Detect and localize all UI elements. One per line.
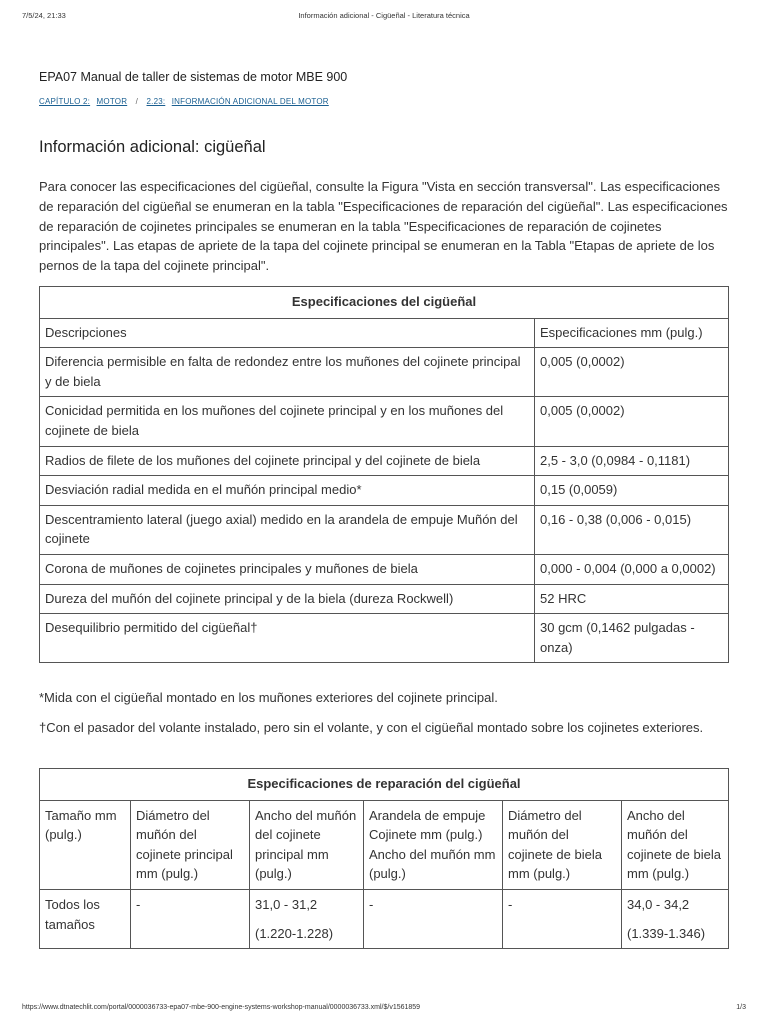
row-description: Desequilibrio permitido del cigüeñal† [40,614,535,663]
cell-main-journal-diameter: - [131,889,250,948]
table-row [40,397,729,446]
row-description: Dureza del muñón del cojinete principal y de la biela (dureza Rockwell) [40,584,535,614]
table-header-row [40,318,729,348]
row-specification: 52 HRC [535,584,729,614]
row-description: Corona de muñones de cojinetes principales y muñones de biela [40,554,535,584]
table-caption: Especificaciones del cigüeñal [40,287,729,319]
breadcrumb-subsection-link[interactable]: INFORMACIÓN ADICIONAL DEL MOTOR [171,97,329,106]
cell-main-journal-width [250,889,364,948]
value-mm: 31,0 - 31,2 [255,896,318,912]
row-description: Radios de filete de los muñones del cojinete principal y del cojinete de biela [40,446,535,476]
value-mm: 34,0 - 34,2 [627,896,690,912]
table-caption: Especificaciones de reparación del cigüeñal [40,769,729,801]
table-row [40,889,729,948]
crankshaft-repair-specifications-table [39,768,729,949]
breadcrumb [39,97,329,106]
row-specification: 0,000 - 0,004 (0,000 a 0,0002) [535,554,729,584]
header-rod-journal-width: Ancho del muñón del cojinete de biela mm (pulg.) [622,800,729,889]
table-row [40,348,729,397]
print-date: 7/5/24, 21:33 [22,11,66,20]
breadcrumb-subsection-number-link[interactable]: 2.23: [146,97,166,106]
print-footer [22,1004,746,1016]
cell-rod-journal-diameter: - [503,889,622,948]
row-specification: 0,16 - 0,38 (0,006 - 0,015) [535,505,729,554]
table-row [40,614,729,663]
row-description: Conicidad permitida en los muñones del cojinete principal y en los muñones del cojinete de biela [40,397,535,446]
breadcrumb-chapter-link[interactable]: CAPÍTULO 2: [39,97,91,106]
header-specifications: Especificaciones mm (pulg.) [535,318,729,348]
intro-paragraph: Para conocer las especificaciones del cigüeñal, consulte la Figura "Vista en sección transversal". Las especificaciones de reparación del cigüeñal se enumeran en la tabla "Especificaciones de reparación del cigüeñal". Las especificaciones de reparación de cojinetes principales se enumeran en la tabla "Especificaciones de reparación de cojinetes principales". Las etapas de apriete de la tapa del cojinete principal se enumeran en la Tabla "Etapas de apriete de los pernos de la tapa del cojinete principal". [39,179,728,274]
cell-rod-journal-width [622,889,729,948]
table-row [40,446,729,476]
header-main-journal-width: Ancho del muñón del cojinete principal mm (pulg.) [250,800,364,889]
header-thrust-washer: Arandela de empuje Cojinete mm (pulg.) Ancho del muñón mm (pulg.) [364,800,503,889]
row-specification: 0,005 (0,0002) [535,348,729,397]
table-row [40,584,729,614]
crankshaft-specifications-table [39,286,729,663]
page-number: 1/3 [736,1004,746,1011]
table-row [40,505,729,554]
cell-thrust-washer: - [364,889,503,948]
value-in: (1.220-1.228) [255,925,334,941]
footnote-asterisk: *Mida con el cigüeñal montado en los muñones exteriores del cojinete principal. [39,690,498,705]
table-row [40,554,729,584]
breadcrumb-section-link[interactable]: MOTOR [96,97,128,106]
header-descriptions: Descripciones [40,318,535,348]
manual-title: EPA07 Manual de taller de sistemas de motor MBE 900 [39,70,348,84]
value-in: (1.339-1.346) [627,925,706,941]
cell-size: Todos los tamaños [40,889,131,948]
header-size: Tamaño mm (pulg.) [40,800,131,889]
row-description: Desviación radial medida en el muñón principal medio* [40,476,535,506]
row-specification: 0,005 (0,0002) [535,397,729,446]
print-header [22,11,746,23]
row-specification: 0,15 (0,0059) [535,476,729,506]
table-header-row [40,800,729,889]
row-description: Diferencia permisible en falta de redondez entre los muñones del cojinete principal y de biela [40,348,535,397]
row-specification: 30 gcm (0,1462 pulgadas - onza) [535,614,729,663]
header-main-journal-diameter: Diámetro del muñón del cojinete principal mm (pulg.) [131,800,250,889]
table-row [40,476,729,506]
footnote-dagger: †Con el pasador del volante instalado, pero sin el volante, y con el cigüeñal montado sobre los cojinetes exteriores. [39,720,704,735]
print-url: https://www.dtnatechlit.com/portal/0000036733-epa07-mbe-900-engine-systems-workshop-manual/0000036733.xml/$/v1561859 [22,1004,421,1011]
breadcrumb-separator: / [135,97,139,106]
print-page-title: Información adicional - Cigüeñal - Literatura técnica [298,11,470,20]
header-rod-journal-diameter: Diámetro del muñón del cojinete de biela mm (pulg.) [503,800,622,889]
row-specification: 2,5 - 3,0 (0,0984 - 0,1181) [535,446,729,476]
row-description: Descentramiento lateral (juego axial) medido en la arandela de empuje Muñón del cojinete [40,505,535,554]
page-title: Información adicional: cigüeñal [39,138,266,156]
